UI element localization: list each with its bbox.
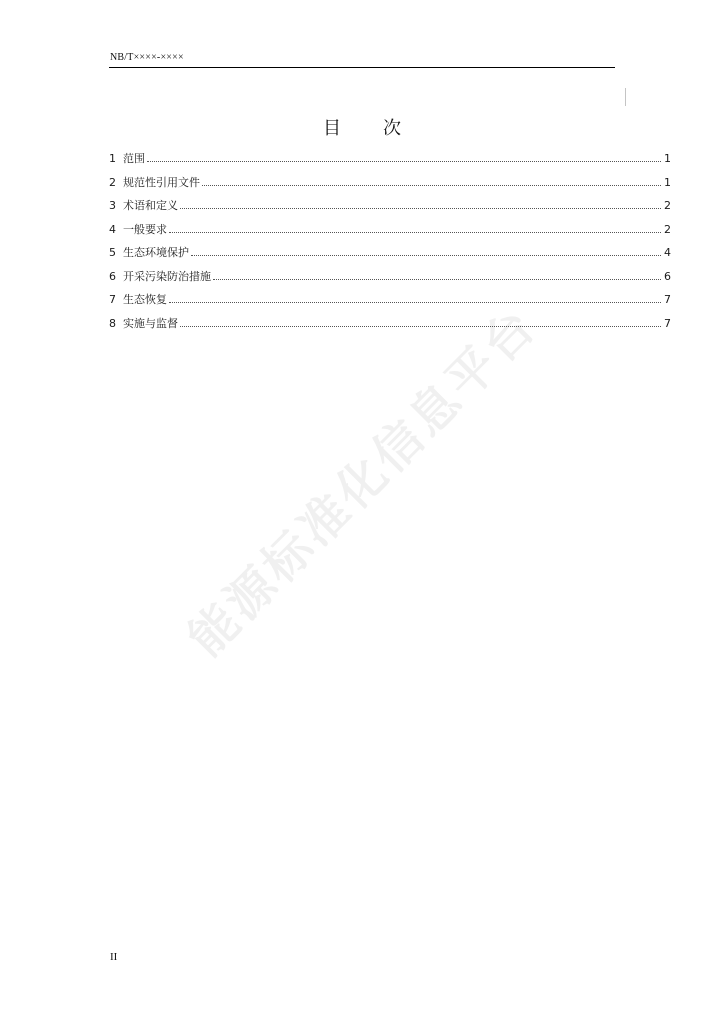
toc-list <box>109 150 671 338</box>
toc-entry[interactable] <box>109 150 671 174</box>
toc-entry-number: 5 <box>109 246 116 259</box>
toc-title-part2: 次 <box>383 118 401 139</box>
toc-entry[interactable] <box>109 291 671 315</box>
toc-title-part1: 目 <box>323 118 341 139</box>
toc-leader <box>213 278 661 280</box>
toc-entry-page: 1 <box>664 175 671 189</box>
toc-leader <box>147 160 661 162</box>
toc-entry[interactable] <box>109 315 671 339</box>
toc-entry[interactable] <box>109 244 671 268</box>
toc-entry[interactable] <box>109 174 671 198</box>
corner-mark <box>625 88 626 106</box>
toc-entry-number: 6 <box>109 269 116 283</box>
toc-entry-number: 3 <box>109 199 116 212</box>
toc-entry[interactable] <box>109 221 671 245</box>
toc-entry-label: 生态环境保护 <box>123 246 189 259</box>
toc-entry-label: 范围 <box>123 152 145 165</box>
toc-leader <box>180 325 661 327</box>
toc-title <box>0 114 724 140</box>
toc-entry-label: 实施与监督 <box>123 316 178 330</box>
toc-leader <box>169 301 661 303</box>
toc-entry-page: 2 <box>664 199 671 212</box>
toc-leader <box>202 184 661 186</box>
toc-entry-number: 7 <box>109 293 116 306</box>
page-number: II <box>110 951 118 963</box>
toc-entry-label: 一般要求 <box>123 222 167 236</box>
header-rule <box>109 67 615 68</box>
toc-entry-page: 2 <box>664 222 671 236</box>
toc-entry-number: 4 <box>109 222 116 236</box>
toc-leader <box>191 254 661 256</box>
toc-entry-page: 4 <box>664 246 671 259</box>
toc-entry[interactable] <box>109 268 671 292</box>
toc-leader <box>180 207 661 209</box>
toc-entry-label: 规范性引用文件 <box>123 175 200 189</box>
toc-entry-page: 7 <box>664 293 671 306</box>
toc-entry-label: 生态恢复 <box>123 293 167 306</box>
toc-entry-label: 术语和定义 <box>123 199 178 212</box>
toc-entry-page: 1 <box>664 152 671 165</box>
toc-entry-number: 1 <box>109 152 116 165</box>
toc-leader <box>169 231 661 233</box>
watermark: 能源标准化信息平台 <box>177 296 549 668</box>
toc-entry-number: 8 <box>109 316 116 330</box>
toc-entry-label: 开采污染防治措施 <box>123 269 211 283</box>
toc-entry-number: 2 <box>109 175 116 189</box>
toc-entry-page: 7 <box>664 316 671 330</box>
header-doc-code: NB/T××××-×××× <box>110 52 184 63</box>
toc-entry[interactable] <box>109 197 671 221</box>
toc-entry-page: 6 <box>664 269 671 283</box>
